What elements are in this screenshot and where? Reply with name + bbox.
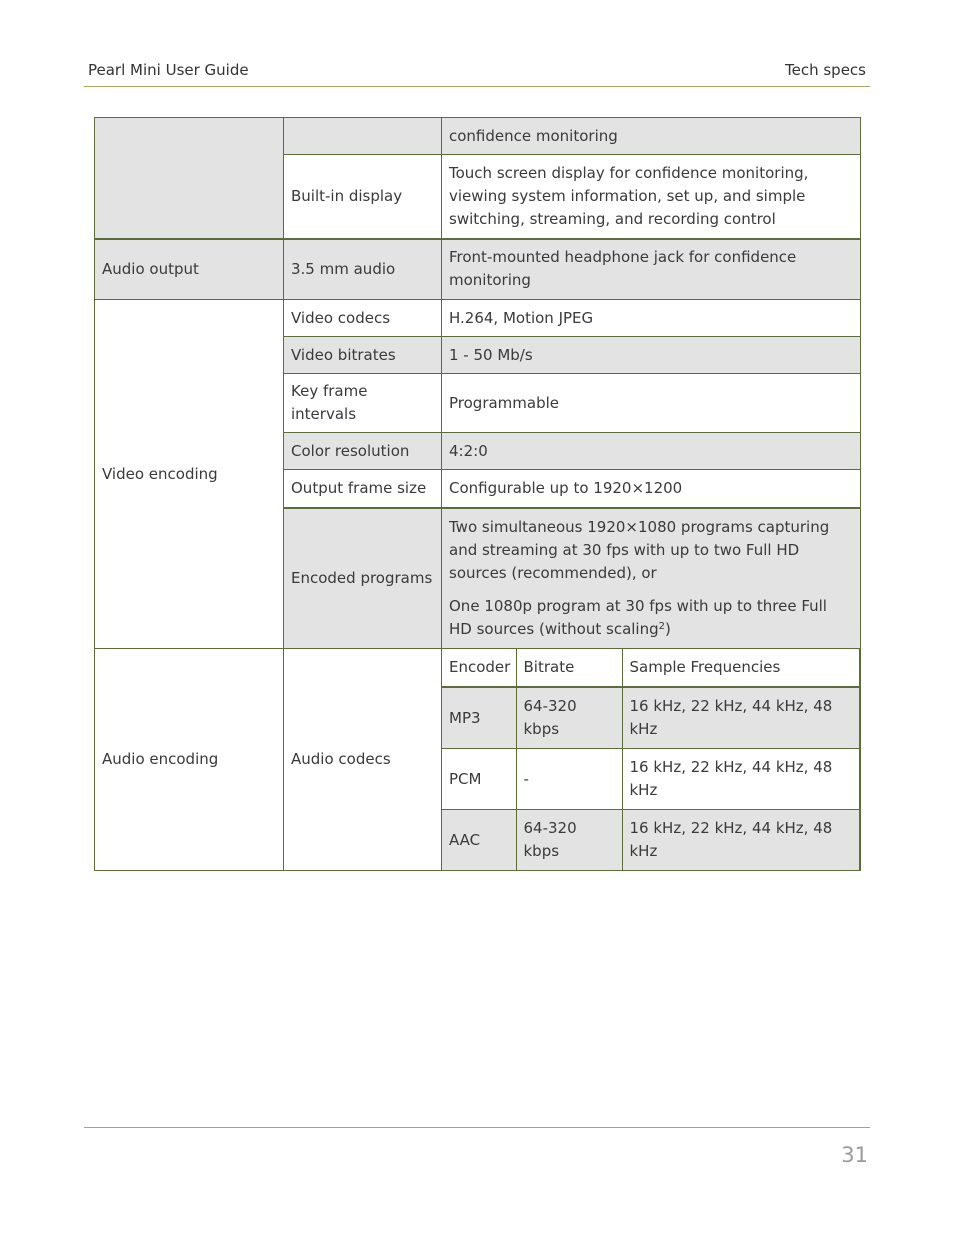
page-number: 31: [841, 1143, 868, 1167]
spec-item-cell: Key frame intervals: [284, 374, 442, 433]
footnote-marker: 2: [658, 620, 665, 632]
codec-encoder: MP3: [442, 687, 516, 749]
spec-value-cell: Configurable up to 1920×1200: [442, 470, 861, 508]
spec-category-cell: Audio output: [95, 239, 284, 300]
codec-frequencies: 16 kHz, 22 kHz, 44 kHz, 48 kHz: [622, 687, 860, 749]
codecs-header-frequencies: Sample Frequencies: [622, 649, 860, 687]
spec-value-cell: Programmable: [442, 374, 861, 433]
spec-item-cell: Built-in display: [284, 155, 442, 239]
encoded-programs-text-2-main: One 1080p program at 30 fps with up to three Full HD sources (without scaling: [449, 596, 827, 638]
codecs-header-encoder: Encoder: [442, 649, 516, 687]
codecs-header-bitrate: Bitrate: [516, 649, 622, 687]
codec-encoder: AAC: [442, 810, 516, 871]
spec-value-cell: 4:2:0: [442, 433, 861, 470]
spec-item-cell: Encoded programs: [284, 508, 442, 649]
spec-item-cell: 3.5 mm audio: [284, 239, 442, 300]
spec-value-cell: [442, 508, 861, 649]
codec-frequencies: 16 kHz, 22 kHz, 44 kHz, 48 kHz: [622, 749, 860, 810]
spec-value-cell: Front-mounted headphone jack for confidence monitoring: [442, 239, 861, 300]
codec-bitrate: 64-320 kbps: [516, 687, 622, 749]
spec-value-cell: 1 - 50 Mb/s: [442, 337, 861, 374]
spec-category-cell: [95, 118, 284, 239]
running-header-section: Tech specs: [785, 61, 866, 79]
encoded-programs-text-2: [449, 595, 853, 641]
spec-value-cell: Touch screen display for confidence monitoring, viewing system information, set up, and simple switching, streaming, and recording control: [442, 155, 861, 239]
audio-codecs-table: [442, 649, 860, 870]
spec-value-cell: confidence monitoring: [442, 118, 861, 155]
spec-item-cell: Video codecs: [284, 300, 442, 337]
spec-category-cell: Video encoding: [95, 300, 284, 649]
spec-item-cell: Audio codecs: [284, 649, 442, 871]
running-header-title: Pearl Mini User Guide: [88, 61, 249, 79]
audio-codecs-cell: [442, 649, 861, 871]
encoded-programs-text-1: Two simultaneous 1920×1080 programs capturing and streaming at 30 fps with up to two Full HD sources (recommended), or: [449, 517, 830, 582]
tech-specs-table: [94, 117, 861, 871]
spec-category-cell: Audio encoding: [95, 649, 284, 871]
spec-item-cell: Video bitrates: [284, 337, 442, 374]
header-rule: [84, 86, 870, 87]
spec-item-cell: Color resolution: [284, 433, 442, 470]
spec-item-cell: Output frame size: [284, 470, 442, 508]
codec-frequencies: 16 kHz, 22 kHz, 44 kHz, 48 kHz: [622, 810, 860, 871]
codec-encoder: PCM: [442, 749, 516, 810]
spec-item-cell: [284, 118, 442, 155]
footer-rule: [84, 1127, 870, 1128]
codec-bitrate: -: [516, 749, 622, 810]
codec-bitrate: 64-320 kbps: [516, 810, 622, 871]
spec-value-cell: H.264, Motion JPEG: [442, 300, 861, 337]
encoded-programs-text-2-end: ): [665, 619, 671, 638]
